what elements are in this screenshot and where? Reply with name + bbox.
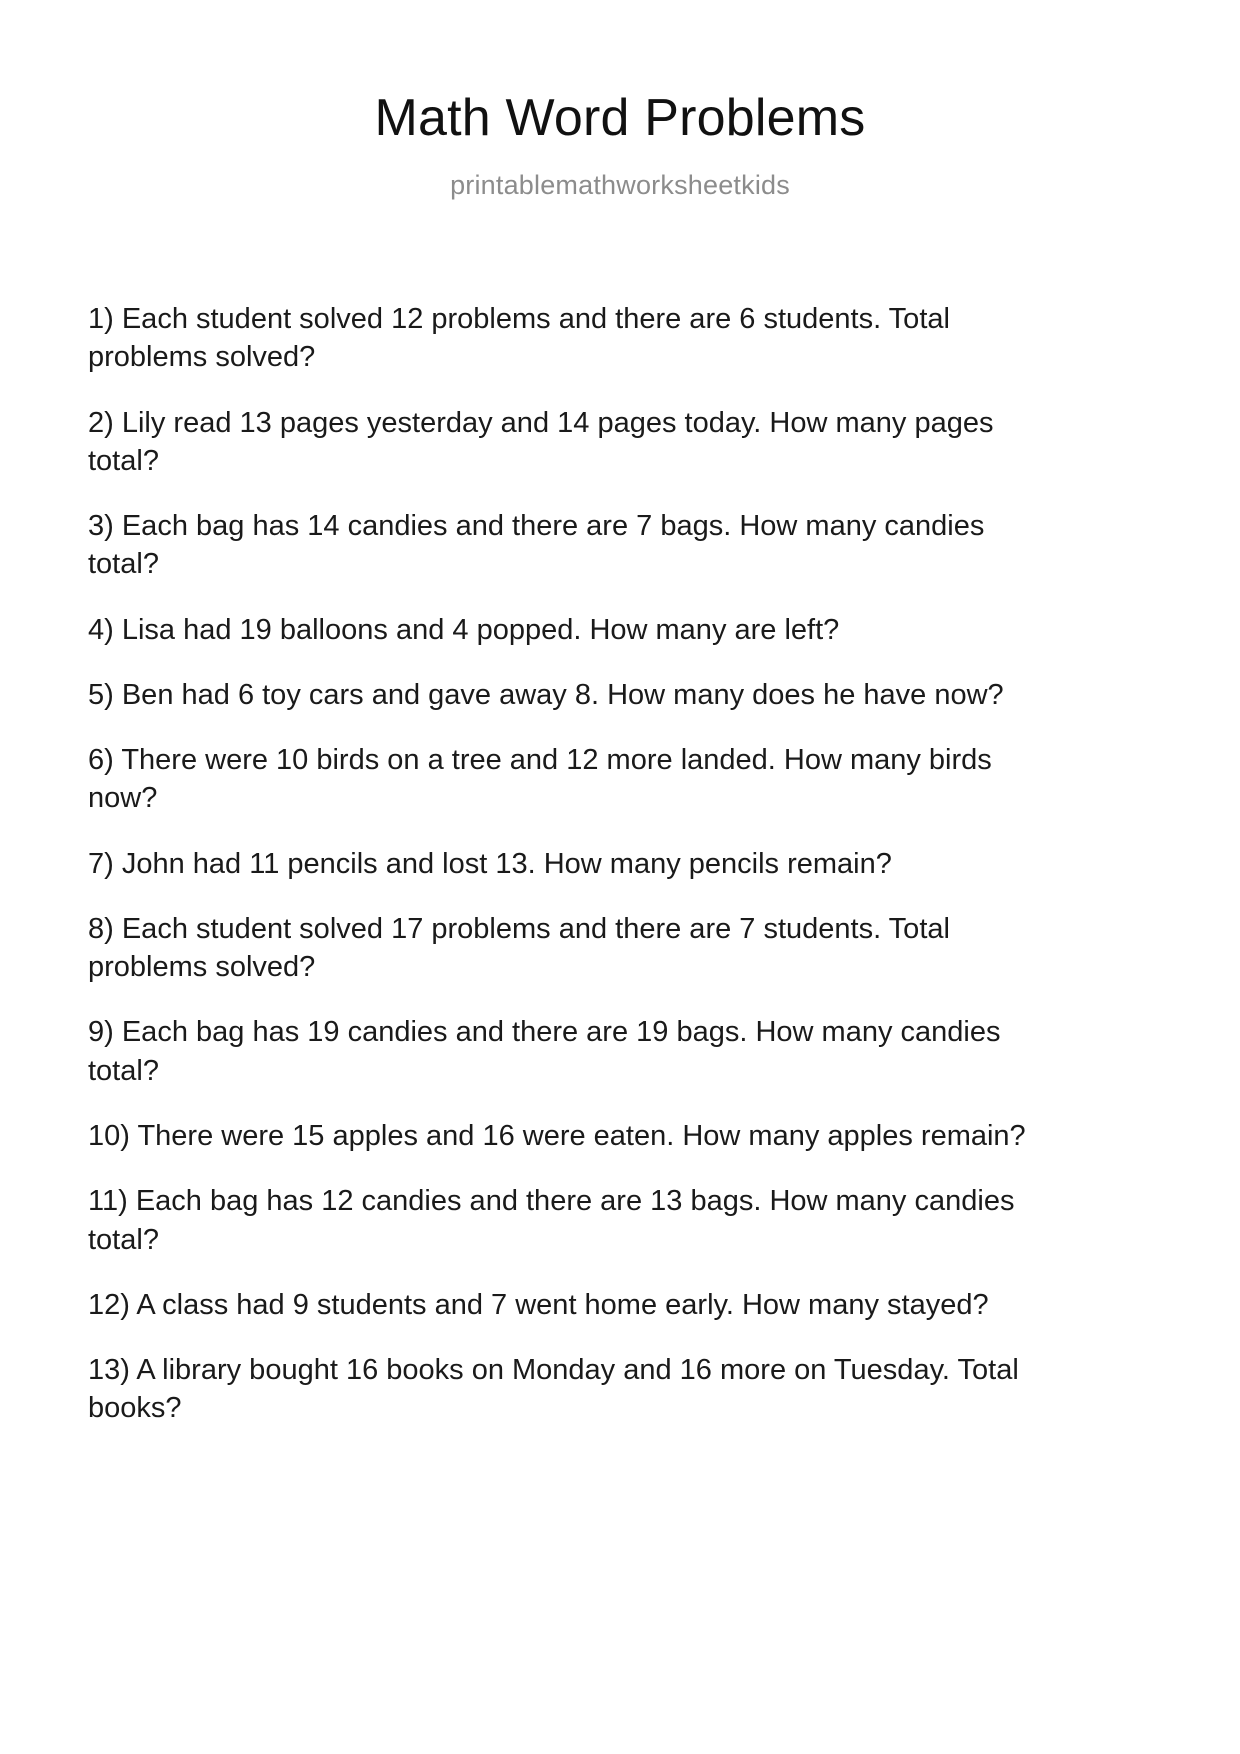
page-subtitle: printablemathworksheetkids — [450, 170, 790, 200]
list-item: 9) Each bag has 19 candies and there are 19 bags. How many candies total? — [88, 1016, 1001, 1087]
list-item: 5) Ben had 6 toy cars and gave away 8. How many does he have now? — [88, 678, 1004, 711]
page-title: Math Word Problems — [374, 89, 866, 147]
list-item: 7) John had 11 pencils and lost 13. How many pencils remain? — [88, 847, 892, 880]
list-item: 10) There were 15 apples and 16 were eaten. How many apples remain? — [88, 1119, 1026, 1152]
list-item: 4) Lisa had 19 balloons and 4 popped. How many are left? — [88, 613, 840, 646]
list-item: 8) Each student solved 17 problems and there are 7 students. Total problems solved? — [88, 912, 950, 984]
list-item: 2) Lily read 13 pages yesterday and 14 pages today. How many pages total? — [88, 406, 994, 477]
list-item: 11) Each bag has 12 candies and there are 13 bags. How many candies total? — [88, 1185, 1015, 1256]
list-item: 6) There were 10 birds on a tree and 12 more landed. How many birds now? — [88, 744, 992, 815]
list-item: 3) Each bag has 14 candies and there are 7 bags. How many candies total? — [88, 510, 985, 581]
list-item: 13) A library bought 16 books on Monday and 16 more on Tuesday. Total books? — [88, 1354, 1019, 1425]
list-item: 1) Each student solved 12 problems and there are 6 students. Total problems solved? — [88, 303, 950, 374]
problem-list — [88, 300, 1152, 1455]
list-item: 12) A class had 9 students and 7 went home early. How many stayed? — [88, 1288, 989, 1321]
